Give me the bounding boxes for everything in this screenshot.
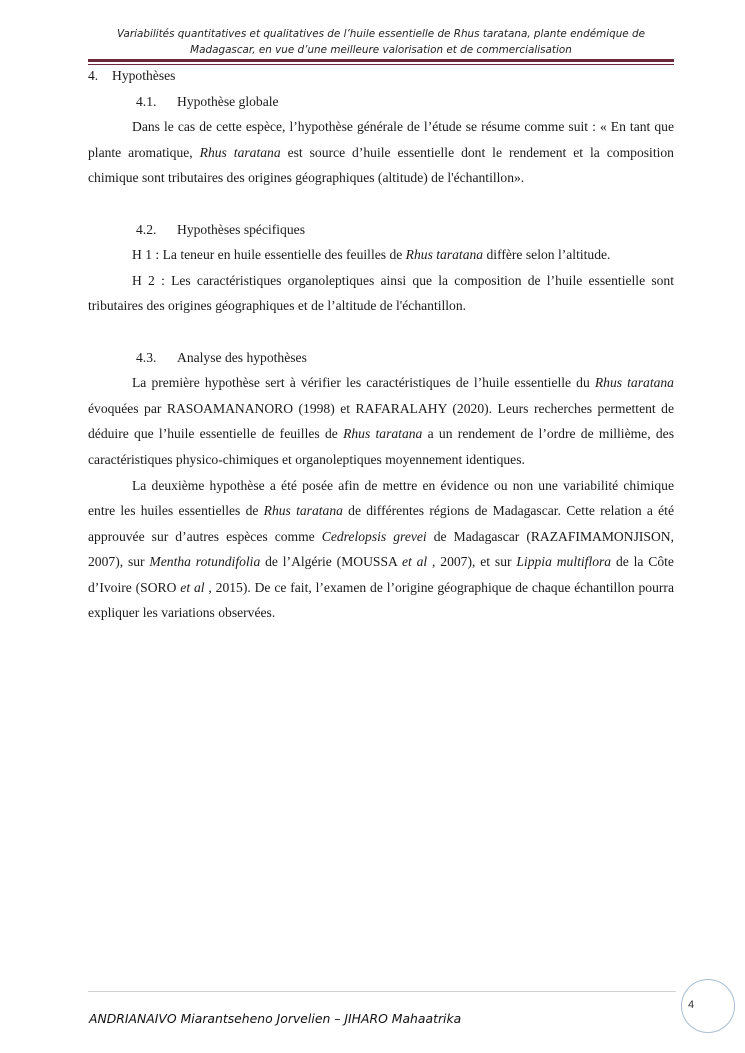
subsection-title: Hypothèses spécifiques [177,221,305,237]
subsection-heading-4-2 [88,217,674,243]
hypothesis-h2: H 2 : Les caractéristiques organoleptiques ainsi que la composition de l’huile essentielle sont tributaires des origines géographiques et de l’altitude de l'échantillon. [88,272,674,314]
page-body [88,63,674,626]
running-header [88,26,674,58]
species-name: Cedrelopsis grevei [321,528,427,544]
text-run: de différentes régions de Madagascar. Cette relation a été approuvée sur d’autres espèces comme [88,503,674,544]
spacer [88,319,674,345]
footer-rule [88,991,676,992]
species-name: Lippia multiflora [516,554,612,570]
paragraph-global-hypothesis [88,114,674,191]
text-run: La deuxième hypothèse a été posée afin de mettre en évidence ou non une variabilité chimique entre les huiles essentielles de [88,477,674,519]
text-run: est source d’huile essentielle dont le rendement et la composition chimique sont tributaires des origines géographiques (altitude) de l'échantillon». [88,144,674,186]
running-header-line-1: Variabilités quantitatives et qualitatives de l’huile essentielle de Rhus taratana, plante endémique de [117,28,645,40]
section-heading [88,63,674,89]
subsection-number: 4.2. [136,221,157,237]
et-al: et al [180,579,205,595]
page-number: 4 [687,999,695,1011]
section-title: Hypothèses [112,68,176,83]
section-number: 4. [88,68,99,83]
subsection-heading-4-3 [88,345,674,371]
paragraph-analysis-1 [88,370,674,472]
footer-authors: ANDRIANAIVO Miarantseheno Jorvelien – JIHARO Mahaatrika [89,1011,462,1026]
subsection-number: 4.1. [136,93,157,109]
text-run: a un rendement de l’ordre de millième, des caractéristiques physico-chimiques et organoleptiques moyennement identiques. [88,426,675,467]
species-name: Rhus taratana [199,144,281,160]
text-run: Dans le cas de cette espèce, l’hypothèse générale de l’étude se résume comme suit : « En tant que plante aromatique, [88,119,674,160]
subsection-heading-4-1 [88,89,674,115]
species-name: Rhus taratana [594,375,674,391]
subsection-title: Hypothèse globale [177,93,279,109]
text-run: de la Côte d’Ivoire (SORO [88,554,674,595]
species-name: Rhus taratana [343,426,423,442]
text-run: évoquées par RASOAMANANORO (1998) et RAFARALAHY (2020). Leurs recherches permettent de déduire que l’huile essentielle de feuilles de [88,400,674,442]
text-run: diffère selon l’altitude. [483,247,611,263]
hypothesis-h1 [88,242,674,268]
text-run: La première hypothèse sert à vérifier les caractéristiques de l’huile essentielle du [132,375,595,391]
header-rule-thick [88,59,674,62]
text-run: , 2015). De ce fait, l’examen de l’origine géographique de chaque échantillon pourra expliquer les variations observées. [88,579,674,621]
species-name: Rhus taratana [405,247,484,263]
subsection-title: Analyse des hypothèses [177,349,307,365]
running-header-line-2: Madagascar, en vue d’une meilleure valorisation et de commercialisation [190,44,572,56]
paragraph-analysis-2 [88,473,674,627]
subsection-number: 4.3. [136,349,157,365]
et-al: et al [401,554,428,570]
species-name: Rhus taratana [263,503,343,519]
text-run: H 1 : La teneur en huile essentielle des feuilles de [132,247,406,263]
text-run: de l’Algérie (MOUSSA [260,554,402,570]
text-run: , 2007), et sur [427,554,517,570]
species-name: Mentha rotundifolia [149,554,261,570]
text-run: de Madagascar (RAZAFIMAMONJISON, 2007), sur [88,528,674,570]
spacer [88,191,674,217]
